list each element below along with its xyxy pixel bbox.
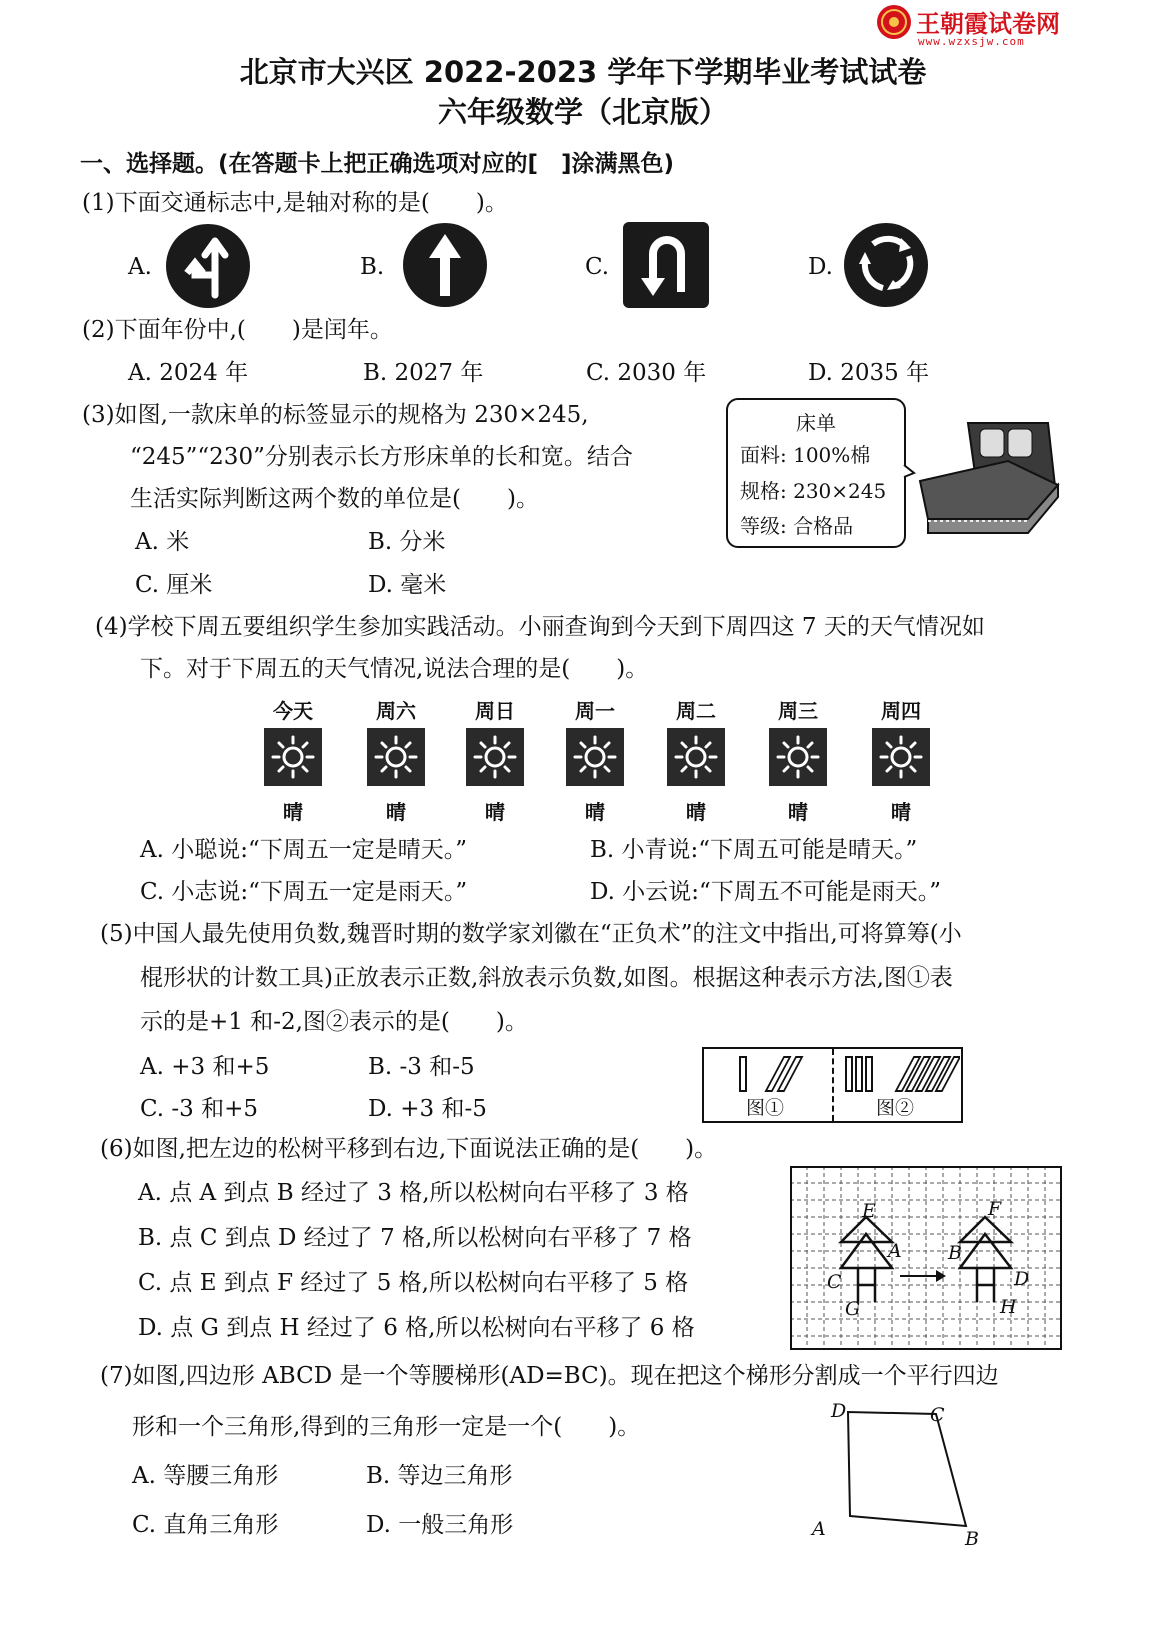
q3-option-c: C. 厘米 (135, 572, 213, 598)
q1-option-b: B. (360, 254, 385, 280)
q4-option-d: D. 小云说:“下周五不可能是雨天。” (590, 879, 942, 905)
sun-icon (872, 728, 930, 786)
q4-option-b: B. 小青说:“下周五可能是晴天。” (590, 837, 918, 863)
q6-option-d: D. 点 G 到点 H 经过了 6 格,所以松树向右平移了 6 格 (138, 1315, 695, 1341)
q6-stem: (6)如图,把左边的松树平移到右边,下面说法正确的是( )。 (100, 1136, 718, 1162)
sun-icon (566, 728, 624, 786)
point-a-label: A (888, 1240, 902, 1262)
q3-line-1: (3)如图,一款床单的标签显示的规格为 230×245, (82, 402, 589, 428)
q5-option-d: D. +3 和-5 (368, 1096, 487, 1122)
sun-icon (367, 728, 425, 786)
q7-line-1: (7)如图,四边形 ABCD 是一个等腰梯形(AD=BC)。现在把这个梯形分割成一个平行四边 (100, 1363, 999, 1389)
q1-stem: (1)下面交通标志中,是轴对称的是( )。 (82, 190, 508, 216)
vertex-b-label: B (965, 1528, 979, 1550)
vertex-a-label: A (812, 1518, 826, 1540)
q3-option-d: D. 毫米 (368, 572, 447, 598)
q7-line-2: 形和一个三角形,得到的三角形一定是一个( )。 (132, 1414, 641, 1440)
weather-day-label: 周一 (575, 699, 615, 723)
point-e-label: E (862, 1200, 876, 1222)
figure-2-label: 图② (876, 1097, 915, 1119)
weather-day-label: 周四 (881, 699, 921, 723)
q3-option-a: A. 米 (135, 529, 190, 555)
page-subtitle: 六年级数学（北京版） (437, 95, 728, 129)
q4-line-2: 下。对于下周五的天气情况,说法合理的是( )。 (140, 656, 649, 682)
point-g-label: G (845, 1298, 861, 1320)
q4-option-c: C. 小志说:“下周五一定是雨天。” (140, 879, 468, 905)
q2-option-d: D. 2035 年 (808, 360, 930, 386)
pine-tree-grid-figure (790, 1166, 1062, 1350)
weather-condition-label: 晴 (283, 800, 303, 824)
vertex-d-label: D (831, 1400, 847, 1422)
q7-option-a: A. 等腰三角形 (132, 1463, 279, 1489)
label-title: 床单 (796, 411, 836, 435)
q3-line-3: 生活实际判断这两个数的单位是( )。 (130, 486, 539, 512)
sun-icon (264, 728, 322, 786)
q3-line-2: “245”“230”分别表示长方形床单的长和宽。结合 (130, 444, 633, 470)
rods-figure-1-icon (734, 1053, 804, 1095)
q2-option-a: A. 2024 年 (128, 360, 249, 386)
sun-icon (466, 728, 524, 786)
q2-option-c: C. 2030 年 (586, 360, 707, 386)
weather-day-label: 周六 (376, 699, 416, 723)
weather-condition-label: 晴 (585, 800, 605, 824)
weather-condition-label: 晴 (891, 800, 911, 824)
q5-option-b: B. -3 和-5 (368, 1054, 475, 1080)
brand-name: 王朝霞试卷网 (916, 10, 1060, 38)
q7-option-d: D. 一般三角形 (366, 1512, 514, 1538)
page-title: 北京市大兴区 2022-2023 学年下学期毕业考试试卷 (239, 55, 927, 89)
label-material: 面料: 100%棉 (740, 443, 871, 467)
traffic-sign-roundabout-icon (843, 222, 929, 308)
brand-url: www.wzxsjw.com (918, 35, 1025, 48)
weather-condition-label: 晴 (686, 800, 706, 824)
weather-day-label: 周三 (778, 699, 818, 723)
weather-day-label: 今天 (273, 699, 313, 723)
q5-option-a: A. +3 和+5 (140, 1054, 270, 1080)
q5-line-1: (5)中国人最先使用负数,魏晋时期的数学家刘徽在“正负术”的注文中指出,可将算筹(小 (100, 921, 962, 947)
point-b-label: B (948, 1242, 962, 1264)
q1-option-a: A. (128, 254, 152, 280)
q3-option-b: B. 分米 (368, 529, 446, 555)
traffic-sign-straight-icon (402, 222, 488, 308)
counting-rods-figure (702, 1047, 963, 1123)
q5-line-3: 示的是+1 和-2,图②表示的是( )。 (140, 1009, 528, 1035)
q6-option-c: C. 点 E 到点 F 经过了 5 格,所以松树向右平移了 5 格 (138, 1270, 689, 1296)
q4-option-a: A. 小聪说:“下周五一定是晴天。” (140, 837, 467, 863)
section-title: 一、选择题。(在答题卡上把正确选项对应的[ ]涂满黑色) (80, 151, 675, 177)
weather-condition-label: 晴 (788, 800, 808, 824)
q5-option-c: C. -3 和+5 (140, 1096, 259, 1122)
figure-divider (832, 1049, 834, 1121)
sun-icon (667, 728, 725, 786)
sun-icon (769, 728, 827, 786)
q7-option-c: C. 直角三角形 (132, 1512, 279, 1538)
q6-option-a: A. 点 A 到点 B 经过了 3 格,所以松树向右平移了 3 格 (138, 1180, 689, 1206)
label-grade: 等级: 合格品 (740, 514, 854, 538)
q6-option-b: B. 点 C 到点 D 经过了 7 格,所以松树向右平移了 7 格 (138, 1225, 692, 1251)
q1-option-d: D. (808, 254, 833, 280)
point-d-label: D (1014, 1268, 1030, 1290)
label-spec: 规格: 230×245 (740, 479, 887, 503)
figure-1-label: 图① (746, 1097, 785, 1119)
q4-line-1: (4)学校下周五要组织学生参加实践活动。小丽查询到今天到下周四这 7 天的天气情况如 (95, 614, 985, 640)
point-f-label: F (988, 1198, 1002, 1220)
rods-figure-2-icon (842, 1053, 960, 1095)
weather-day-label: 周二 (676, 699, 716, 723)
bedsheet-label (726, 398, 906, 548)
q1-option-c: C. (585, 254, 610, 280)
weather-condition-label: 晴 (485, 800, 505, 824)
q2-option-b: B. 2027 年 (363, 360, 484, 386)
q7-option-b: B. 等边三角形 (366, 1463, 513, 1489)
point-c-label: C (827, 1271, 842, 1293)
traffic-sign-straight-left-icon (165, 223, 251, 309)
weather-condition-label: 晴 (386, 800, 406, 824)
traffic-sign-uturn-icon (623, 222, 709, 308)
bed-icon (898, 415, 1060, 539)
q2-stem: (2)下面年份中,( )是闰年。 (82, 317, 393, 343)
weather-day-label: 周日 (475, 699, 515, 723)
point-h-label: H (1000, 1296, 1017, 1318)
vertex-c-label: C (930, 1404, 945, 1426)
q5-line-2: 棍形状的计数工具)正放表示正数,斜放表示负数,如图。根据这种表示方法,图①表 (140, 965, 953, 991)
seal-icon (876, 4, 912, 40)
